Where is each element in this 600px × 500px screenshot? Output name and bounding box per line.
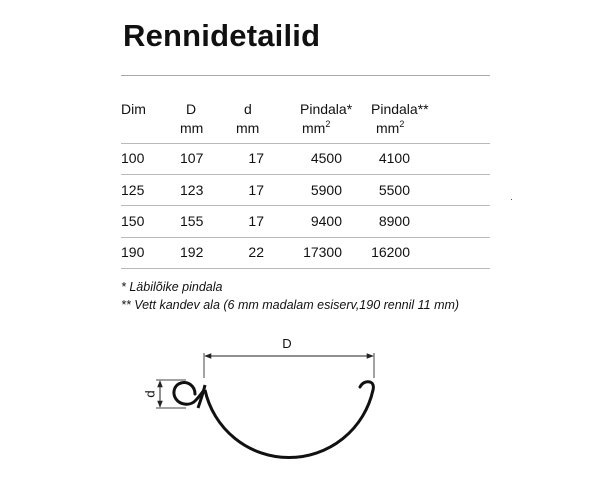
page-title: Rennidetailid [123,18,321,53]
dimension-D [204,336,374,378]
cell-dim: 100 [121,150,145,166]
header-d: d [244,101,252,117]
cell-D: 123 [180,182,204,198]
cell-pindala-1: 5900 [310,182,342,198]
cell-d: 22 [248,244,264,260]
header-d-unit: mm [236,120,260,136]
cell-pindala-2: 4100 [378,150,410,166]
cell-d: 17 [248,213,264,229]
header-pindala-2-unit: $mm^2$ [376,119,405,136]
header-pindala-2: Pindala** [371,101,429,117]
cell-pindala-2: 5500 [378,182,410,198]
cell-d: 17 [248,150,264,166]
cell-D: 107 [180,150,204,166]
gutter-body-curve [205,390,373,458]
cell-dim: 190 [121,244,145,260]
gutter-back-hook [360,382,373,390]
cell-D: 155 [180,213,204,229]
dimension-label-D: D [282,336,292,351]
cell-pindala-1: 4500 [310,150,342,166]
cell-d: 17 [248,182,264,198]
gutter-profile [174,382,373,458]
header-D: D [186,101,197,117]
footnote-1: * Läbilõike pindala [121,280,223,294]
cell-pindala-2: 16200 [371,244,410,260]
cell-pindala-1: 17300 [303,244,342,260]
cell-dim: 150 [121,213,145,229]
header-pindala-1: Pindala* [300,101,353,117]
header-pindala-1-unit: $mm^2$ [302,119,331,136]
cell-D: 192 [180,244,204,260]
header-D-unit: mm [180,120,204,136]
cell-dim: 125 [121,182,145,198]
dimension-label-d: d [142,390,158,398]
cell-pindala-1: 9400 [310,213,342,229]
footnote-2: ** Vett kandev ala (6 mm madalam esiserv,190 rennil 11 mm) [121,298,460,312]
cell-pindala-2: 8900 [378,213,410,229]
header-dim: Dim [121,101,146,117]
